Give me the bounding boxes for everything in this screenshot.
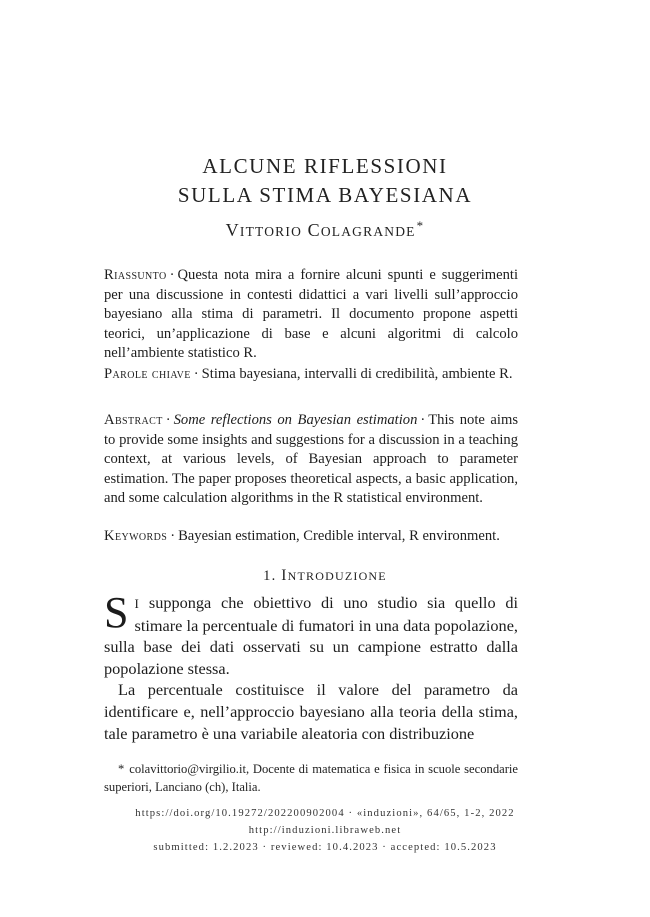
author-last-initial: C [307,220,321,240]
title-line-2: SULLA STIMA BAYESIANA [177,183,473,207]
footnote [104,760,518,796]
riassunto-label: Riassunto [104,267,167,283]
author-first-initial: V [225,220,240,240]
author-first-rest: ITTORIO [239,224,303,239]
footnote-mark: * [118,762,125,776]
body-paragraph-1 [104,588,519,679]
abstract-text: This note aims to provide some insights and suggestions for a discussion in a teaching context, at various levels, of Bayesian approach to parameter estimation. The paper proposes theoretical aspects, a basic application, and some calculation algorithms in the R statistical environment. [104,412,518,507]
footnote-text: colavittorio@virgilio.it, Docente di matematica e fisica in scuole secondarie superiori, Lanciano (ch), Italia. [104,762,518,794]
body-text [104,588,519,744]
parole-chiave-text: Stima bayesiana, intervalli di credibilità, ambiente R. [201,366,513,382]
parole-chiave-label: Parole chiave [104,366,191,382]
keywords-paragraph [104,527,518,547]
author-name [0,218,650,241]
abstract-separator-2: · [420,412,426,428]
keywords-separator: · [170,528,176,544]
parole-chiave-paragraph [104,365,518,385]
section-rest: NTRODUZIONE [287,569,387,583]
abstract-label: Abstract [104,412,163,428]
author-last-rest: OLAGRANDE [320,224,416,239]
paper-title [0,152,650,210]
abstract-paragraph [104,411,518,509]
section-initial: I [281,567,288,584]
section-heading [0,567,650,585]
riassunto-text: Questa nota mira a fornire alcuni spunti e suggerimenti per una discussione in contesti didattici a vari livelli sull’approccio bayesiano alla stima di parametri. Il documento propone aspetti teorici, un’applicazione di base e alcuni algoritmi di calcolo nell’ambiente statistico R. [104,267,518,362]
body-paragraph-2: La percentuale costituisce il valore del parametro da identificare e, nell’approccio bayesiano alla teoria della stima, tale parametro è una variabile aleatoria con distribuzione [104,680,518,743]
lead-caps: I [134,596,140,611]
riassunto-paragraph [104,266,518,364]
abstract-title: Some reflections on Bayesian estimation [173,412,418,428]
body-paragraph-1-text: supponga che obiettivo di uno studio sia quello di stimare la percentuale di fumatori in una data popolazione, sulla base dei dati osservati su un campione estratto dalla popolazione stessa. [104,593,519,678]
meta-url-line: http://induzioni.libraweb.net [248,825,402,836]
parole-chiave-separator: · [193,366,199,382]
meta-dates-line: submitted: 1.2.2023 · reviewed: 10.4.2023 · accepted: 10.5.2023 [153,842,497,853]
riassunto-separator: · [169,267,175,283]
author-footnote-mark: * [416,218,425,233]
keywords-label: Keywords [104,528,168,544]
abstract-separator: · [165,412,171,428]
title-line-1: ALCUNE RIFLESSIONI [202,154,448,178]
drop-cap: S [104,588,129,637]
meta-doi-line: https://doi.org/10.19272/202200902004 · «induzioni», 64/65, 1-2, 2022 [135,808,515,819]
keywords-text: Bayesian estimation, Credible interval, R environment. [178,528,500,544]
section-number: 1. [263,568,277,584]
